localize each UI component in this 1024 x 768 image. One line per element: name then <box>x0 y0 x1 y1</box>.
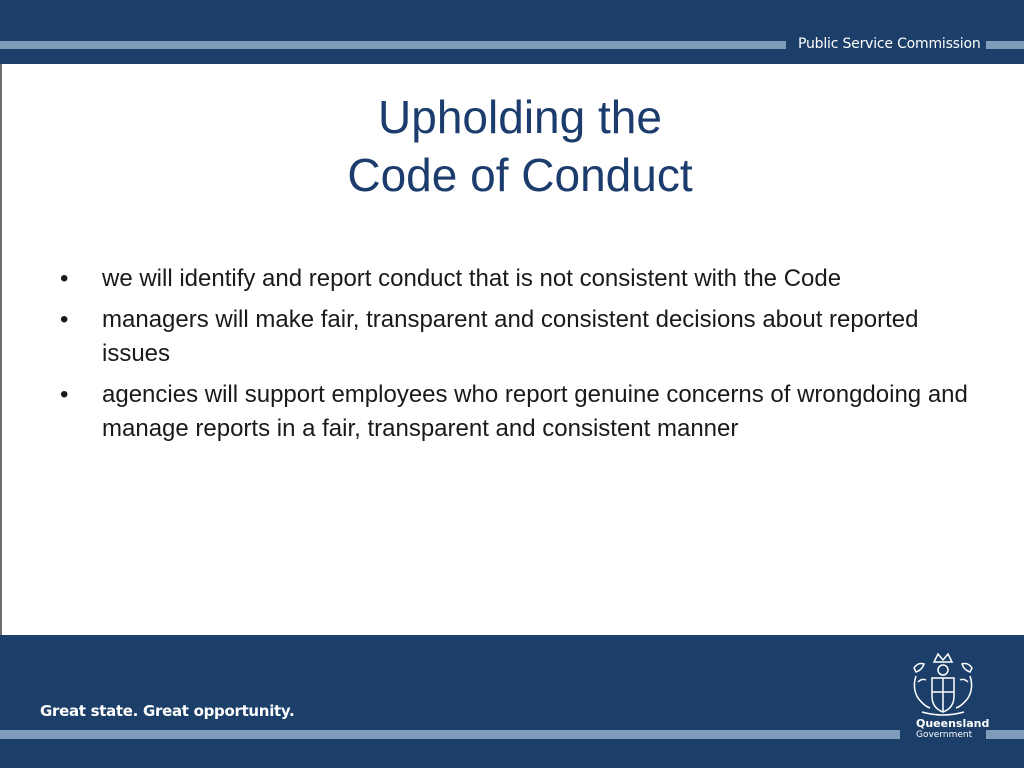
footer-stripe-end <box>986 730 1024 739</box>
slide-title-line-2: Code of Conduct <box>347 149 693 201</box>
header-band <box>0 0 1024 64</box>
footer-tagline: Great state. Great opportunity. <box>40 702 295 720</box>
bullet-list <box>60 262 980 453</box>
bullet-marker: • <box>60 306 69 333</box>
government-name: Queensland <box>916 717 990 730</box>
government-subtitle: Government <box>916 730 973 740</box>
header-stripe <box>0 41 786 49</box>
footer-stripe <box>0 730 900 739</box>
bullet-marker: • <box>60 381 69 408</box>
organization-name: Public Service Commission <box>798 36 981 52</box>
bullet-item <box>60 303 980 371</box>
slide-left-border <box>0 64 2 636</box>
bullet-text: agencies will support employees who report genuine concerns of wrongdoing and manage reports in a fair, transparent and consistent manner <box>102 381 968 442</box>
bullet-item <box>60 378 980 446</box>
header-stripe-end <box>986 41 1024 49</box>
bullet-item <box>60 262 980 296</box>
bullet-marker: • <box>60 265 69 292</box>
queensland-government-wordmark <box>916 718 989 741</box>
slide-title <box>120 88 920 204</box>
bullet-text: managers will make fair, transparent and consistent decisions about reported issues <box>102 306 919 367</box>
slide-title-line-1: Upholding the <box>378 91 662 143</box>
bullet-text: we will identify and report conduct that is not consistent with the Code <box>102 265 842 292</box>
